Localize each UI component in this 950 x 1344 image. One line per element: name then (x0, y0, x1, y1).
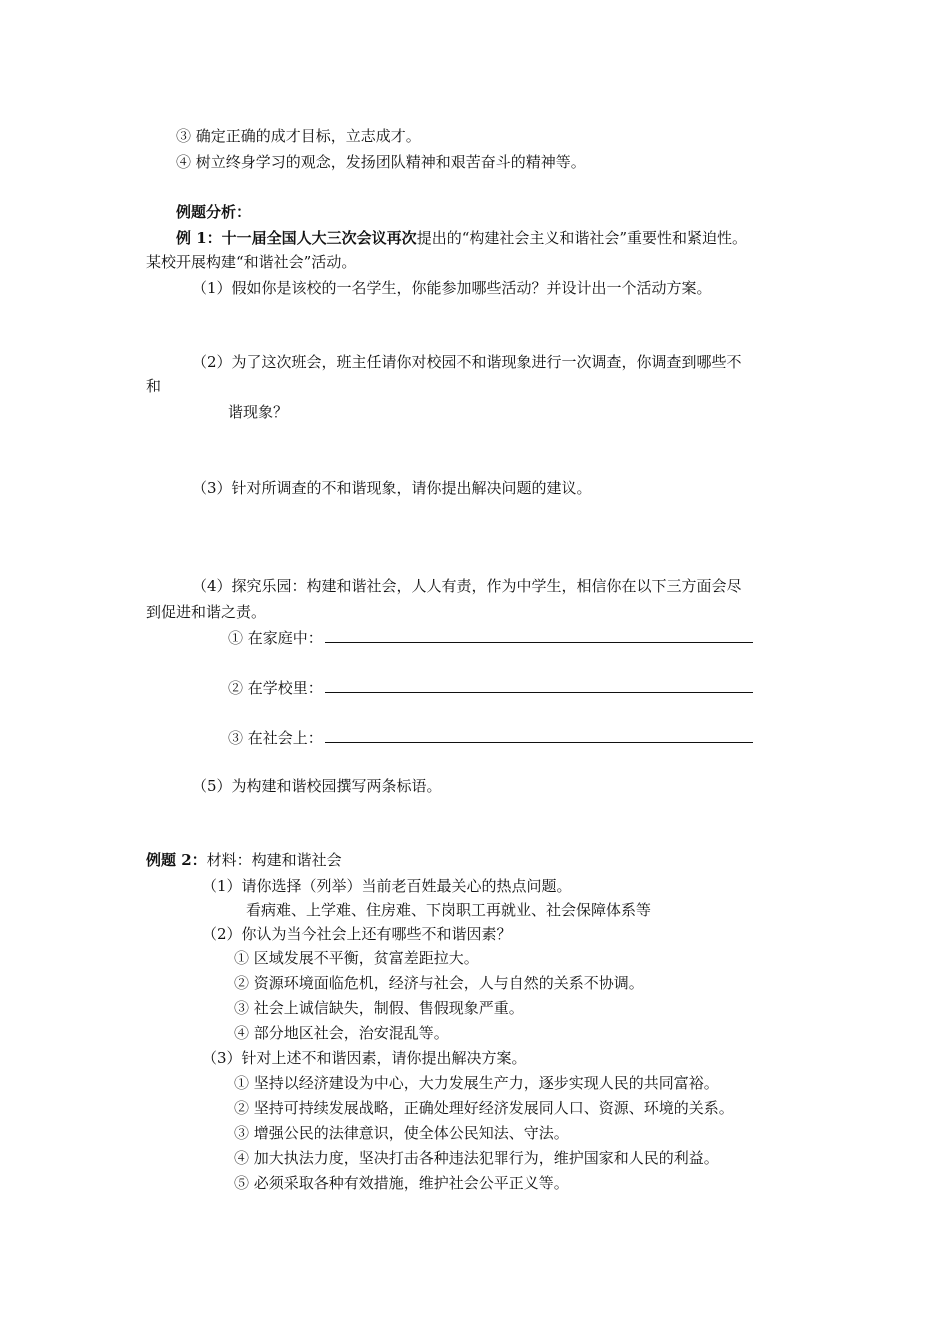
example-2-answer-1: 看病难、上学难、住房难、下岗职工再就业、社会保障体系等 (246, 901, 652, 919)
fill-in-school-blank[interactable] (325, 678, 753, 693)
example-1-text: 提出的“构建社会主义和谐社会”重要性和紧迫性。 (416, 229, 748, 247)
example-1-question-2-wrap: 和 (146, 377, 162, 395)
example-1-bold-text: 十一届全国人大三次会议再次 (221, 229, 417, 247)
intro-item-3: ③ 确定正确的成才目标，立志成才。 (176, 127, 421, 145)
example-1-question-2: （2）为了这次班会，班主任请你对校园不和谐现象进行一次调查，你调查到哪些不 (192, 353, 742, 371)
example-2-question-1: （1）请你选择（列举）当前老百姓最关心的热点问题。 (202, 877, 572, 895)
fill-in-society-label: ③ 在社会上： (228, 729, 323, 747)
example-2-answer-3-item: ④ 加大执法力度，坚决打击各种违法犯罪行为，维护国家和人民的利益。 (234, 1149, 719, 1167)
example-2-answer-2-item: ④ 部分地区社会，治安混乱等。 (234, 1024, 449, 1042)
example-2-answer-3-item: ① 坚持以经济建设为中心，大力发展生产力，逐步实现人民的共同富裕。 (234, 1074, 719, 1092)
example-2-answer-2-item: ③ 社会上诚信缺失，制假、售假现象严重。 (234, 999, 524, 1017)
example-1-question-4: （4）探究乐园：构建和谐社会，人人有责，作为中学生，相信你在以下三方面会尽 (192, 577, 742, 595)
example-1-question-1: （1）假如你是该校的一名学生，你能参加哪些活动？并设计出一个活动方案。 (192, 279, 712, 297)
fill-in-society-blank[interactable] (325, 728, 753, 743)
example-2-answer-2-item: ① 区域发展不平衡，贫富差距拉大。 (234, 949, 479, 967)
example-1-question-5: （5）为构建和谐校园撰写两条标语。 (192, 777, 442, 795)
example-1-question-4-cont: 到促进和谐之责。 (146, 603, 267, 621)
fill-in-school (228, 678, 753, 698)
example-2-tag: 例题 2： (146, 851, 207, 869)
example-2-answer-3-item: ② 坚持可持续发展战略，正确处理好经济发展同人口、资源、环境的关系。 (234, 1099, 734, 1117)
example-2-answer-2-item: ② 资源环境面临危机，经济与社会，人与自然的关系不协调。 (234, 974, 644, 992)
fill-in-society (228, 728, 753, 748)
example-2-question-2: （2）你认为当今社会上还有哪些不和谐因素？ (202, 925, 512, 943)
section-heading: 例题分析： (176, 203, 252, 221)
example-2-answer-3-item: ⑤ 必须采取各种有效措施，维护社会公平正义等。 (234, 1174, 569, 1192)
example-2-title: 材料：构建和谐社会 (206, 851, 342, 869)
fill-in-family-blank[interactable] (325, 628, 753, 643)
example-1-question-3: （3）针对所调查的不和谐现象，请你提出解决问题的建议。 (192, 479, 592, 497)
fill-in-school-label: ② 在学校里： (228, 679, 323, 697)
example-2-question-3: （3）针对上述不和谐因素，请你提出解决方案。 (202, 1049, 527, 1067)
example-2-answer-3-item: ③ 增强公民的法律意识，使全体公民知法、守法。 (234, 1124, 569, 1142)
example-1-tag: 例 1： (176, 229, 222, 247)
example-1-line-2: 某校开展构建“和谐社会”活动。 (146, 253, 357, 271)
fill-in-family (228, 628, 753, 648)
example-1-line (176, 228, 747, 248)
fill-in-family-label: ① 在家庭中： (228, 629, 323, 647)
example-2-line (146, 850, 342, 870)
example-1-question-2-cont: 谐现象？ (228, 403, 289, 421)
intro-item-4: ④ 树立终身学习的观念，发扬团队精神和艰苦奋斗的精神等。 (176, 153, 586, 171)
